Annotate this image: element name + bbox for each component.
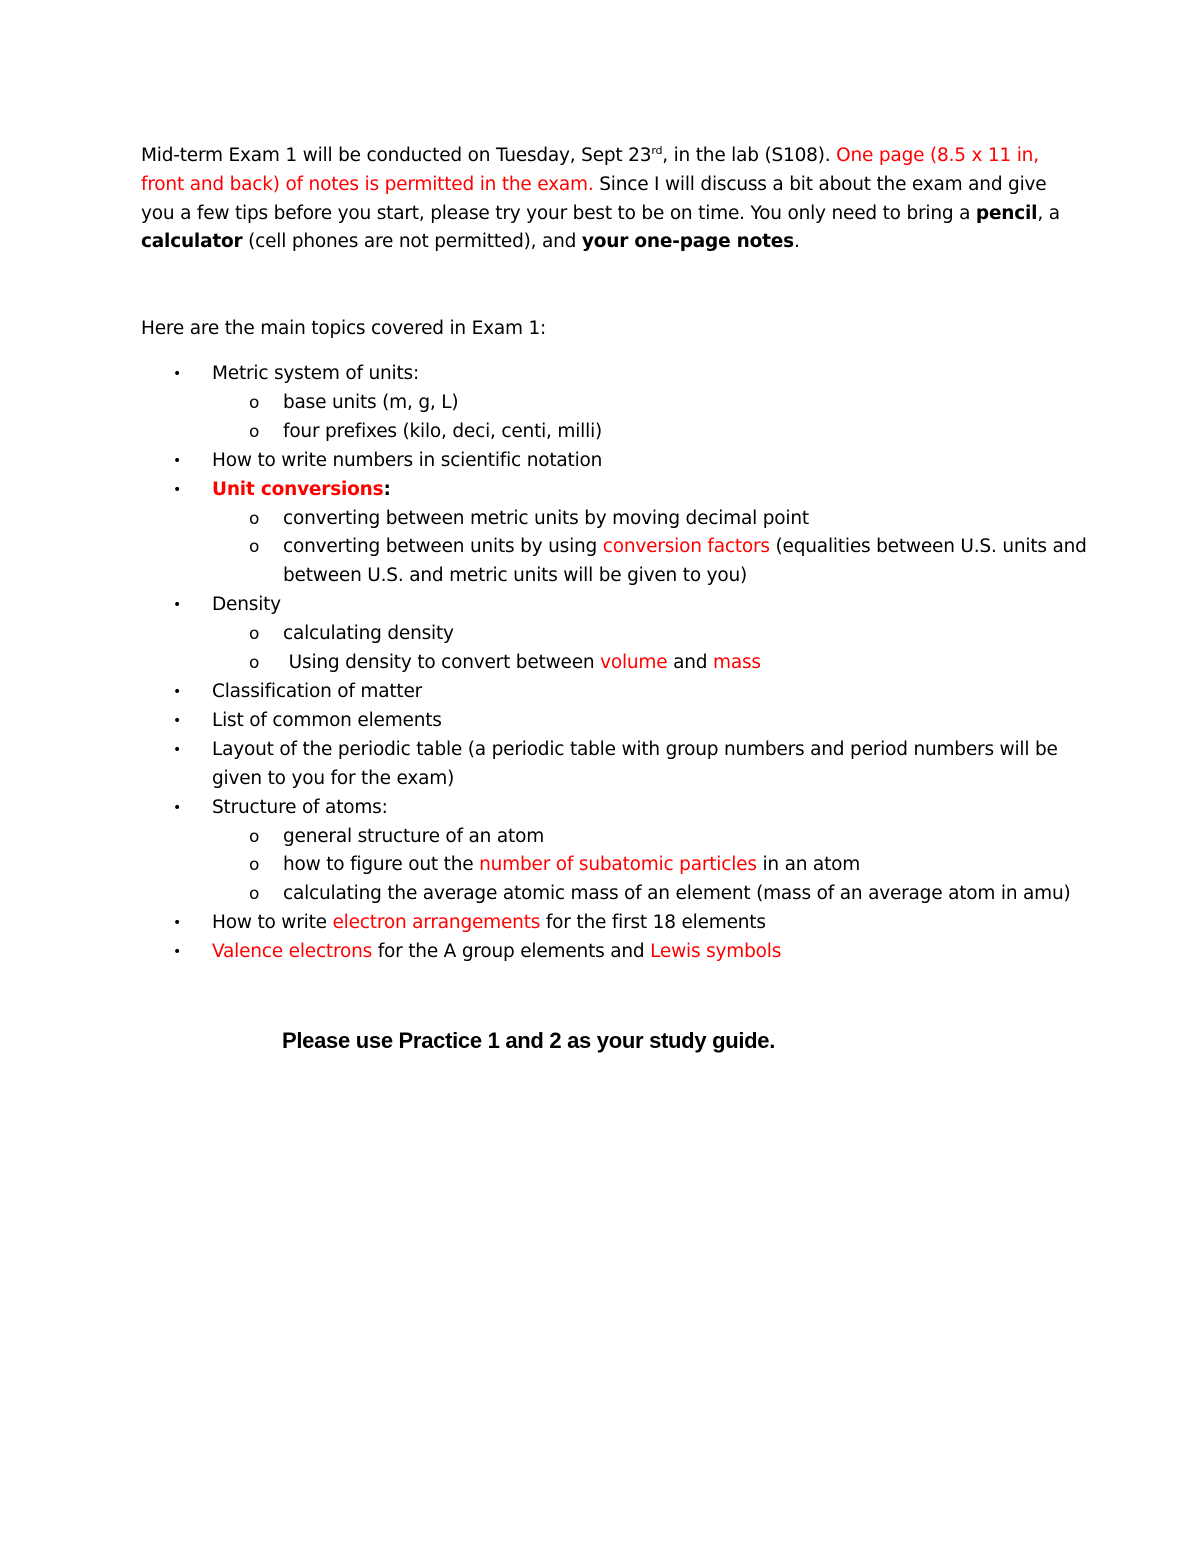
intro-text-2: , in the lab (S108).	[662, 145, 837, 166]
sub-list-item-text: base units (m, g, L)	[283, 391, 459, 413]
intro-text-8: (cell phones are not permitted), and	[242, 231, 582, 253]
sub-list-item-text: calculating density	[283, 623, 454, 645]
sub-list-item-text: converting between units by using	[283, 536, 603, 558]
list-item-text: Density	[212, 594, 281, 616]
list-item-text: Structure of atoms:	[212, 796, 388, 818]
subatomic-particles-term: number of subatomic particles	[479, 854, 757, 876]
bullet-icon: •	[173, 915, 182, 932]
sub-list-item-text: general structure of an atom	[283, 825, 545, 847]
list-item	[141, 360, 1091, 389]
exam-announcement-paragraph	[141, 142, 1071, 257]
sub-list-item-text: Using density to convert between	[283, 652, 601, 674]
list-item	[141, 591, 1091, 620]
sub-bullet-icon: o	[249, 392, 260, 413]
list-item	[141, 476, 1091, 505]
bullet-icon: •	[173, 683, 182, 700]
sub-list-item	[141, 533, 1091, 591]
study-guide-note: Please use Practice 1 and 2 as your study guide.	[282, 1028, 776, 1053]
list-item	[141, 678, 1091, 707]
sub-bullet-icon: o	[249, 508, 260, 529]
mass-term: mass	[713, 652, 761, 674]
topics-list	[141, 360, 1091, 967]
conversion-factors-term: conversion factors	[602, 536, 770, 558]
sub-bullet-icon: o	[249, 624, 260, 645]
list-item	[141, 909, 1091, 938]
list-item-text: How to write	[212, 912, 333, 934]
electron-arrangements-term: electron arrangements	[332, 912, 541, 934]
notes-permitted-notice: One page (8.5 x 11 in, front and back) of notes is permitted in the exam.	[141, 145, 1039, 195]
sub-bullet-icon: o	[249, 537, 260, 558]
bullet-icon: •	[173, 366, 182, 382]
bullet-icon: •	[173, 799, 182, 816]
sub-list-item	[141, 851, 1091, 880]
intro-text-10: .	[793, 231, 800, 253]
intro-text-4: Since I will discuss a bit about the exam and give you a few tips before you start, please try your best to be on time. You only need to bring a	[141, 173, 1047, 224]
list-item	[141, 736, 1091, 794]
bullet-icon: •	[173, 741, 182, 758]
sub-list-item	[141, 389, 1091, 418]
bullet-icon: •	[173, 452, 182, 469]
unit-conversions-topic: Unit conversions	[212, 478, 384, 500]
sub-list-item-text: four prefixes (kilo, deci, centi, milli)	[283, 420, 603, 442]
topics-heading: Here are the main topics covered in Exam 1:	[141, 318, 547, 339]
valence-electrons-term: Valence electrons	[212, 941, 373, 963]
list-item-text: for the A group elements and	[372, 941, 651, 963]
notes-requirement: your one-page notes	[581, 231, 794, 253]
list-item-text: Layout of the periodic table (a periodic table with group numbers and period numbers will be given to you for the exam)	[212, 738, 1058, 789]
bullet-icon: •	[173, 481, 182, 498]
sub-list-item-text: and	[667, 652, 713, 674]
intro-text-1: Mid-term Exam 1 will be conducted on Tuesday, Sept 23	[141, 145, 652, 166]
list-item-text: for the first 18 elements	[540, 912, 766, 934]
list-item	[141, 938, 1091, 967]
list-item-text: Classification of matter	[212, 680, 423, 702]
list-item-text: Metric system of units:	[212, 363, 419, 384]
bullet-icon: •	[173, 712, 182, 729]
list-item-text: :	[383, 478, 391, 500]
pencil-requirement: pencil	[975, 202, 1038, 224]
sub-list-item	[141, 620, 1091, 649]
sub-list-item-text: in an atom	[756, 854, 861, 876]
sub-bullet-icon: o	[249, 653, 260, 674]
ordinal-suffix: rd	[651, 144, 663, 157]
sub-list-item-text: how to figure out the	[283, 854, 480, 876]
sub-list-item	[141, 505, 1091, 534]
list-item	[141, 707, 1091, 736]
sub-bullet-icon: o	[249, 855, 260, 876]
sub-list-item-text: converting between metric units by moving decimal point	[283, 507, 809, 529]
sub-bullet-icon: o	[249, 884, 260, 905]
sub-list-item	[141, 823, 1091, 852]
calculator-requirement: calculator	[141, 231, 243, 253]
intro-text-6: , a	[1037, 202, 1060, 224]
sub-bullet-icon: o	[249, 826, 260, 847]
sub-bullet-icon: o	[249, 421, 260, 442]
bullet-icon: •	[173, 597, 182, 614]
sub-list-item	[141, 418, 1091, 447]
sub-list-item	[141, 649, 1091, 678]
list-item-text: How to write numbers in scientific notation	[212, 449, 603, 471]
bullet-icon: •	[173, 944, 182, 961]
list-item-text: List of common elements	[212, 709, 442, 731]
list-item	[141, 794, 1091, 823]
sub-list-item	[141, 880, 1091, 909]
lewis-symbols-term: Lewis symbols	[650, 941, 782, 963]
sub-list-item-text: calculating the average atomic mass of an element (mass of an average atom in amu)	[283, 883, 1071, 905]
sub-list-item-text: (equalities between U.S. units and between U.S. and metric units will be given to you)	[283, 536, 1087, 587]
volume-term: volume	[600, 652, 668, 674]
list-item	[141, 447, 1091, 476]
